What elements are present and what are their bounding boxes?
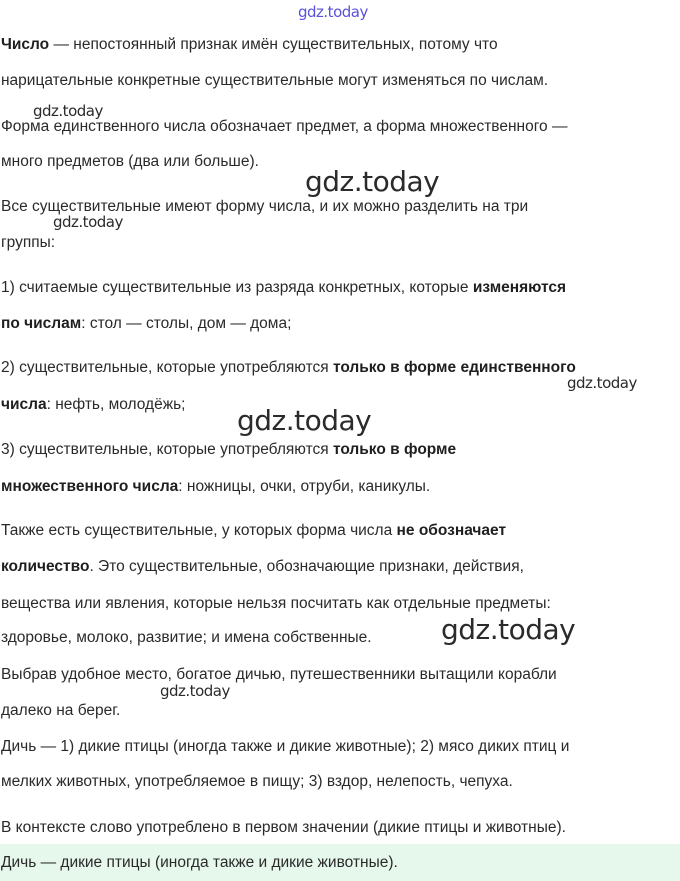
watermark-text: gdz.today	[237, 404, 372, 437]
watermark-text: gdz.today	[298, 3, 368, 21]
text-line: Также есть существительные, у которых форма числа не обозначает	[1, 522, 507, 539]
text-line: В контексте слово употреблено в первом значении (дикие птицы и животные).	[1, 819, 566, 836]
text-line: группы:	[1, 234, 56, 251]
text-line: 2) существительные, которые употребляются только в форме единственного	[1, 359, 576, 376]
text-line: много предметов (два или больше).	[1, 153, 259, 170]
text-line: множественного числа: ножницы, очки, отруби, каникулы.	[1, 478, 431, 495]
text-line: 1) считаемые существительные из разряда конкретных, которые изменяются	[1, 279, 567, 296]
text-line: числа: нефть, молодёжь;	[1, 396, 186, 413]
text-line: 3) существительные, которые употребляются только в форме	[1, 441, 457, 458]
text-line: Форма единственного числа обозначает предмет, а форма множественного —	[1, 118, 568, 135]
text-line: Число — непостоянный признак имён существительных, потому что	[1, 36, 498, 53]
answer-text: Дичь — дикие птицы (иногда также и дикие животные).	[1, 854, 398, 871]
watermark-text: gdz.today	[33, 102, 103, 120]
text-line: Дичь — 1) дикие птицы (иногда также и дикие животные); 2) мясо диких птиц и	[1, 738, 570, 755]
text-line: вещества или явления, которые нельзя посчитать как отдельные предметы:	[1, 595, 551, 612]
text-line: Выбрав удобное место, богатое дичью, путешественники вытащили корабли	[1, 666, 557, 683]
watermark-text: gdz.today	[441, 613, 576, 646]
text-line: по числам: стол — столы, дом — дома;	[1, 315, 292, 332]
text-line: количество. Это существительные, обозначающие признаки, действия,	[1, 558, 524, 575]
text-line: мелких животных, употребляемое в пищу; 3) вздор, нелепость, чепуха.	[1, 773, 513, 790]
text-line: нарицательные конкретные существительные могут изменяться по числам.	[1, 72, 549, 89]
watermark-text: gdz.today	[53, 213, 123, 231]
text-line: далеко на берег.	[1, 702, 121, 719]
text-line: здоровье, молоко, развитие; и имена собственные.	[1, 629, 372, 646]
text-line: Все существительные имеют форму числа, и их можно разделить на три	[1, 198, 529, 215]
watermark-text: gdz.today	[567, 374, 637, 392]
watermark-text: gdz.today	[305, 165, 440, 198]
watermark-text: gdz.today	[160, 682, 230, 700]
